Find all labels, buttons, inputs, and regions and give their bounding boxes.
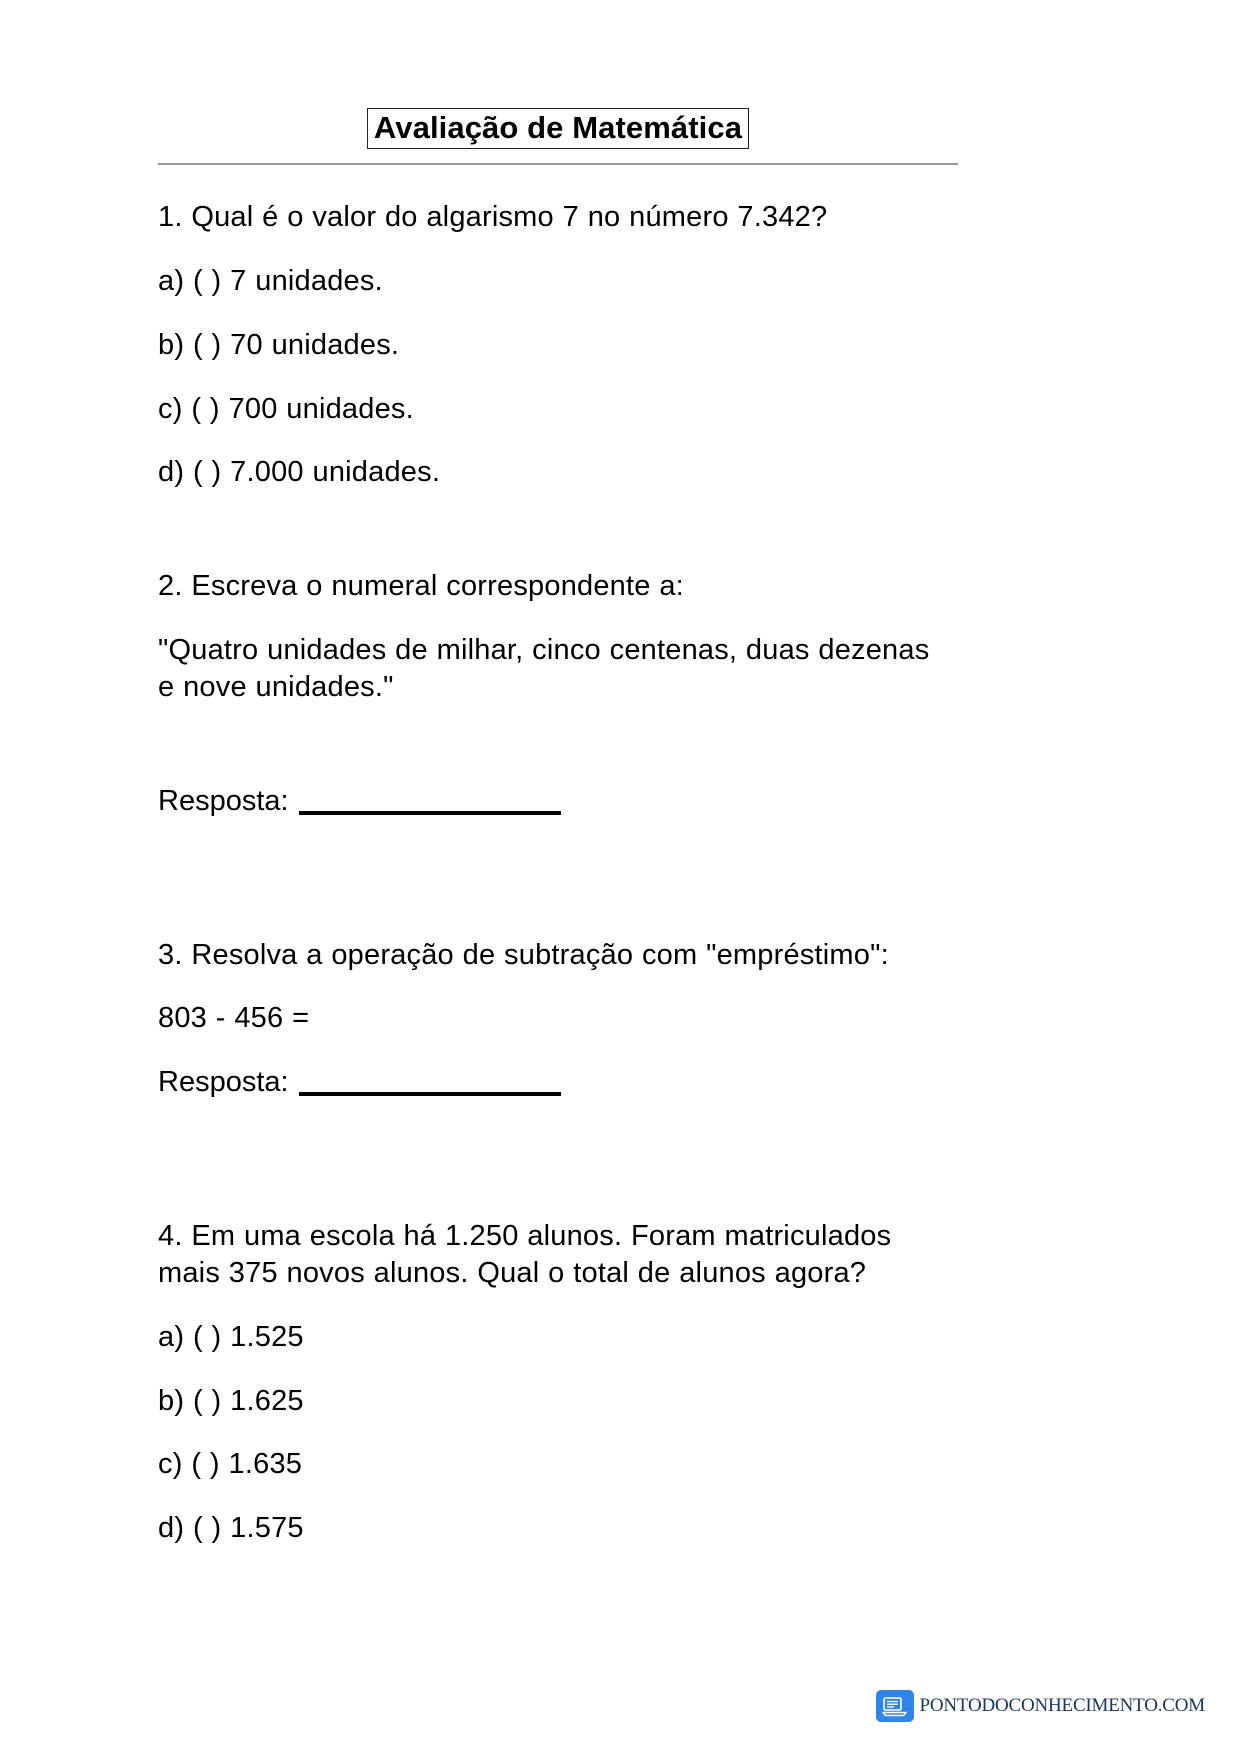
title-row xyxy=(158,108,958,149)
question-1-prompt: 1. Qual é o valor do algarismo 7 no número 7.342? xyxy=(158,201,828,234)
question-3-prompt: 3. Resolva a operação de subtração com "empréstimo": xyxy=(158,938,889,971)
worksheet-content xyxy=(158,108,958,1548)
page-title: Avaliação de Matemática xyxy=(367,108,749,149)
question-1-option-d[interactable]: d) ( ) 7.000 unidades. xyxy=(158,456,441,489)
question-2-answer-row xyxy=(158,783,958,821)
question-1-option-a[interactable]: a) ( ) 7 unidades. xyxy=(158,265,383,298)
spacer xyxy=(158,1038,958,1064)
spacer xyxy=(158,1178,958,1218)
question-4-option-c[interactable]: c) ( ) 1.635 xyxy=(158,1448,303,1481)
question-4-prompt: 4. Em uma escola há 1.250 alunos. Foram matriculados mais 375 novos alunos. Qual o total de alunos agora? xyxy=(158,1219,892,1290)
question-2-answer-label: Resposta: xyxy=(158,784,289,817)
question-4-option-d[interactable]: d) ( ) 1.575 xyxy=(158,1512,304,1545)
spacer xyxy=(158,897,958,937)
question-3-expression: 803 - 456 = xyxy=(158,1002,310,1035)
question-3-answer-blank[interactable] xyxy=(299,1091,561,1096)
spacer xyxy=(158,1102,958,1178)
question-4-option-a[interactable]: a) ( ) 1.525 xyxy=(158,1321,304,1354)
question-1-option-c[interactable]: c) ( ) 700 unidades. xyxy=(158,392,414,425)
spacer xyxy=(158,821,958,897)
document-stack-icon xyxy=(876,1690,914,1722)
question-3-answer-row xyxy=(158,1064,958,1102)
spacer xyxy=(158,707,958,783)
question-3-answer-label: Resposta: xyxy=(158,1066,289,1099)
question-2-prompt: 2. Escreva o numeral correspondente a: xyxy=(158,569,684,602)
footer-watermark[interactable] xyxy=(876,1689,1205,1723)
spacer xyxy=(158,492,958,568)
question-2-answer-blank[interactable] xyxy=(299,810,561,815)
footer-watermark-text: PONTODOCONHECIMENTO.COM xyxy=(919,1695,1205,1716)
question-2-quote: "Quatro unidades de milhar, cinco centenas, duas dezenas e nove unidades." xyxy=(158,633,930,704)
title-divider xyxy=(158,163,958,165)
question-1-option-b[interactable]: b) ( ) 70 unidades. xyxy=(158,328,400,361)
question-4-option-b[interactable]: b) ( ) 1.625 xyxy=(158,1384,304,1417)
